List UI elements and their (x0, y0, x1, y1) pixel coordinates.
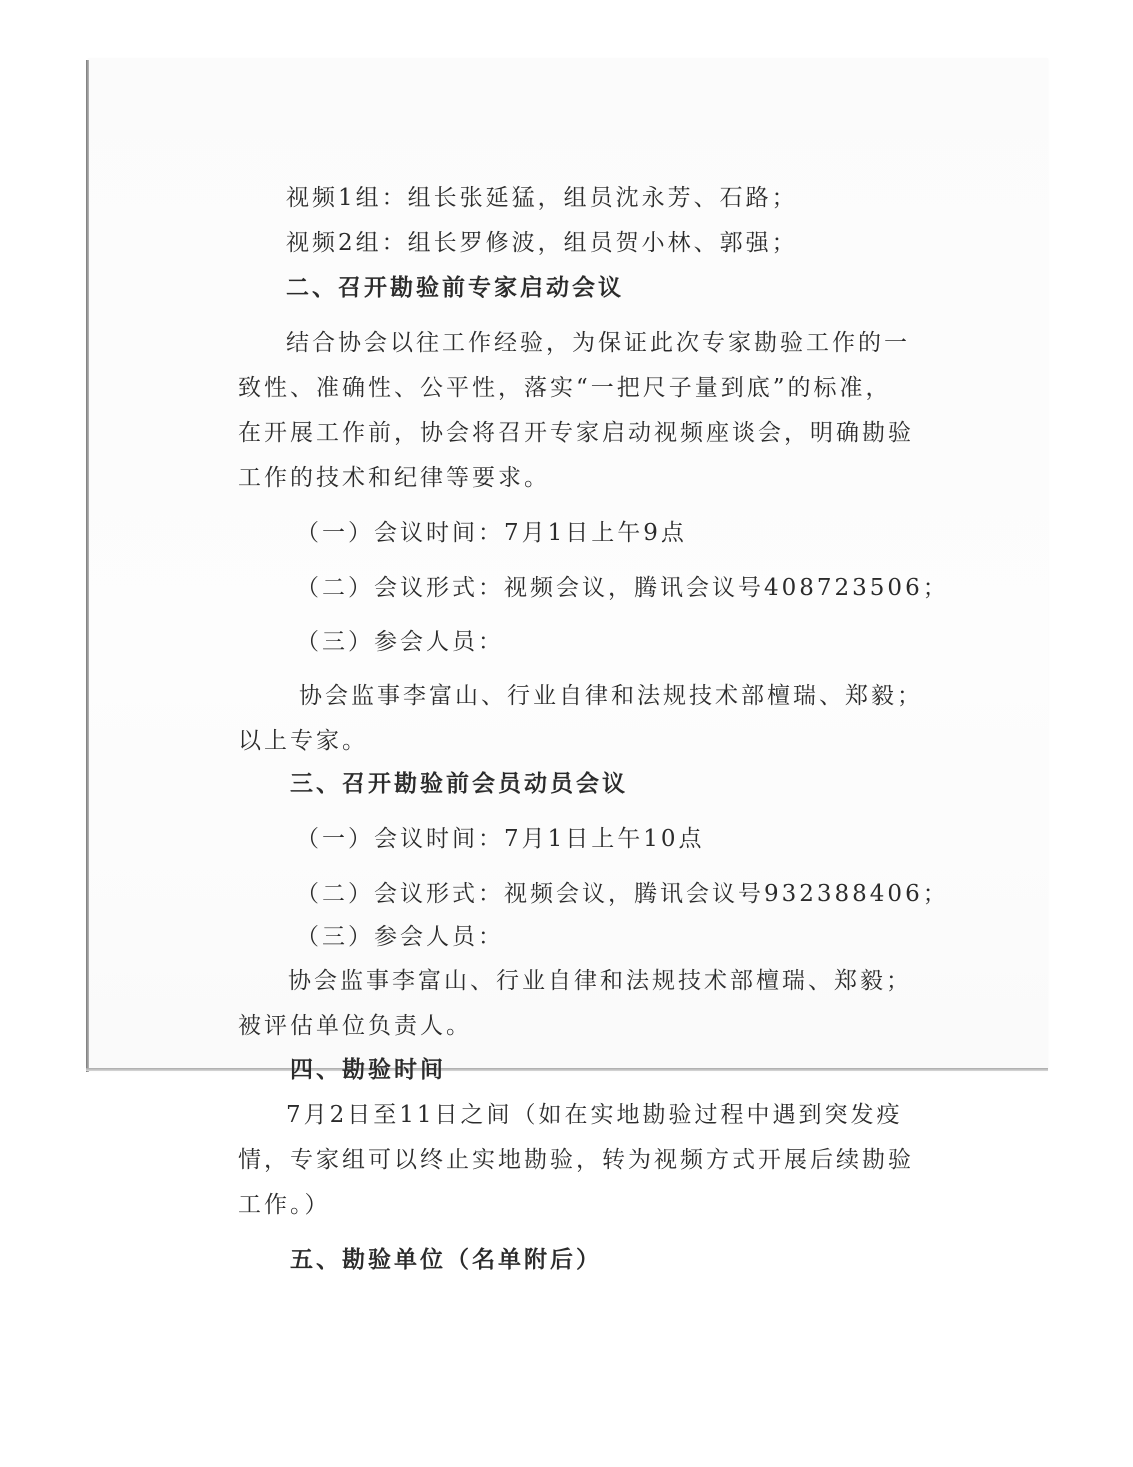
paragraph-line: 工作的技术和纪律等要求。 (238, 465, 550, 491)
meeting-1-attendees-cont: 以上专家。 (238, 728, 368, 754)
meeting-2-format: （二）会议形式：视频会议，腾讯会议号932388406； (296, 881, 949, 907)
section-5-heading: 五、勘验单位（名单附后） (290, 1246, 602, 1273)
section-2-heading: 二、召开勘验前专家启动会议 (286, 274, 624, 301)
paragraph-line: 在开展工作前，协会将召开专家启动视频座谈会，明确勘验 (238, 420, 914, 446)
meeting-2-attendees-cont: 被评估单位负责人。 (238, 1013, 472, 1039)
meeting-1-format: （二）会议形式：视频会议，腾讯会议号408723506； (296, 575, 949, 601)
page-left-edge-shadow (86, 60, 89, 1072)
inspection-time-line: 情，专家组可以终止实地勘验，转为视频方式开展后续勘验 (238, 1147, 914, 1173)
section-4-heading: 四、勘验时间 (290, 1056, 446, 1083)
paragraph-line: 结合协会以往工作经验，为保证此次专家勘验工作的一 (286, 330, 910, 356)
video-group-2-line: 视频2组：组长罗修波，组员贺小林、郭强； (286, 230, 798, 256)
meeting-1-time: （一）会议时间：7月1日上午9点 (296, 520, 687, 546)
page-bottom-edge-shadow (86, 1068, 1048, 1071)
meeting-2-attendees-label: （三）参会人员： (296, 924, 504, 950)
video-group-1-line: 视频1组：组长张延猛，组员沈永芳、石路； (286, 185, 798, 211)
meeting-1-attendees-label: （三）参会人员： (296, 629, 504, 655)
paragraph-line: 致性、准确性、公平性，落实“一把尺子量到底”的标准， (238, 375, 892, 401)
section-3-heading: 三、召开勘验前会员动员会议 (290, 770, 628, 797)
inspection-time-line: 工作。） (238, 1192, 331, 1218)
meeting-2-time: （一）会议时间：7月1日上午10点 (296, 826, 705, 852)
meeting-1-attendees: 协会监事李富山、行业自律和法规技术部檀瑞、郑毅； (299, 683, 923, 709)
meeting-2-attendees: 协会监事李富山、行业自律和法规技术部檀瑞、郑毅； (288, 968, 912, 994)
inspection-time-line: 7月2日至11日之间（如在实地勘验过程中遇到突发疫 (286, 1102, 903, 1128)
